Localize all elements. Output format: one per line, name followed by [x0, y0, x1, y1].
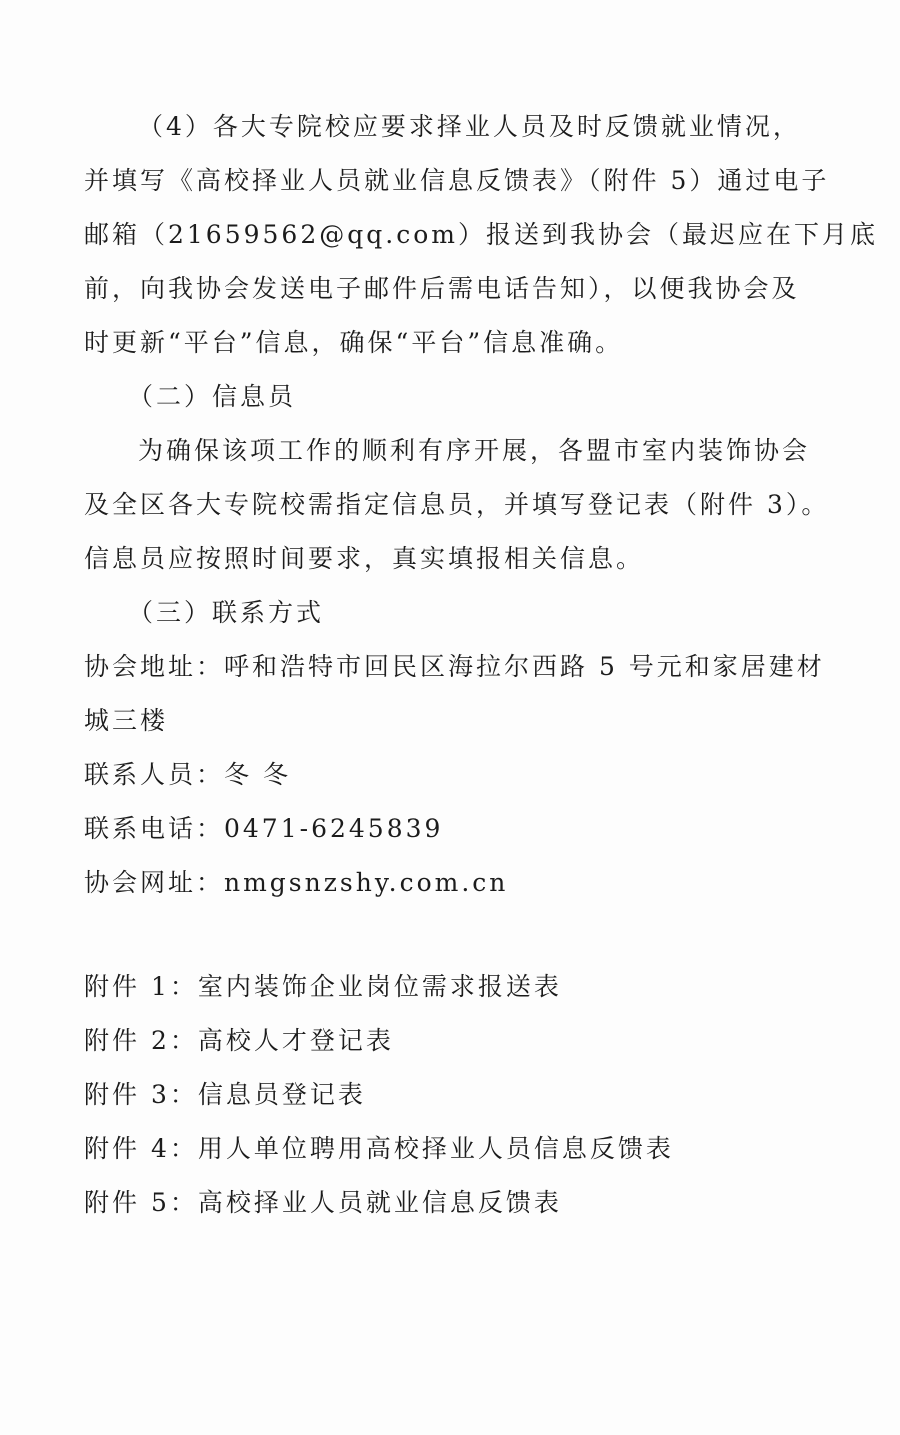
attachment-item [84, 960, 804, 1014]
attachment-label: 附件 4： [84, 1134, 198, 1163]
contact-section [84, 586, 825, 910]
paragraph-line: 时更新“平台”信息，确保“平台”信息准确。 [84, 328, 624, 357]
attachment-title: 室内装饰企业岗位需求报送表 [197, 972, 562, 1001]
paragraph-line: 及全区各大专院校需指定信息员，并填写登记表（附件 3）。 [84, 490, 830, 519]
attachment-label: 附件 2： [84, 1026, 198, 1055]
informant-section [84, 370, 830, 586]
attachment-title: 用人单位聘用高校择业人员信息反馈表 [197, 1134, 674, 1163]
attachment-label: 附件 1： [84, 972, 198, 1001]
contact-address-continued: 城三楼 [84, 706, 169, 735]
attachment-item [84, 1068, 804, 1122]
contact-phone: 联系电话：0471-6245839 [84, 814, 444, 843]
section-spacer [84, 910, 804, 960]
paragraph-line: 信息员应按照时间要求，真实填报相关信息。 [84, 544, 645, 573]
attachment-title: 高校人才登记表 [197, 1026, 394, 1055]
informant-heading: （二）信息员 [128, 382, 297, 411]
paragraph-line: 前，向我协会发送电子邮件后需电话告知），以便我协会及 [84, 274, 800, 303]
paragraph-line: （4）各大专院校应要求择业人员及时反馈就业情况， [138, 112, 801, 141]
attachment-label: 附件 5： [84, 1188, 198, 1217]
attachment-item [84, 1176, 804, 1230]
attachment-title: 信息员登记表 [197, 1080, 366, 1109]
attachment-item [84, 1014, 804, 1068]
attachment-label: 附件 3： [84, 1080, 198, 1109]
attachment-title: 高校择业人员就业信息反馈表 [197, 1188, 562, 1217]
paragraph-line: 并填写《高校择业人员就业信息反馈表》（附件 5）通过电子 [84, 166, 830, 195]
paragraph-line: 邮箱（21659562@qq.com）报送到我协会（最迟应在下月底 [84, 220, 878, 249]
section-4-paragraph [84, 100, 878, 370]
contact-heading: （三）联系方式 [128, 598, 325, 627]
paragraph-line: 为确保该项工作的顺利有序开展，各盟市室内装饰协会 [138, 436, 811, 465]
contact-person: 联系人员：冬 冬 [84, 760, 291, 789]
attachments-list [84, 960, 804, 1230]
contact-address: 协会地址：呼和浩特市回民区海拉尔西路 5 号元和家居建材 [84, 652, 825, 681]
document-body [84, 100, 878, 1230]
contact-website: 协会网址：nmgsnzshy.com.cn [84, 868, 509, 897]
attachment-item [84, 1122, 804, 1176]
